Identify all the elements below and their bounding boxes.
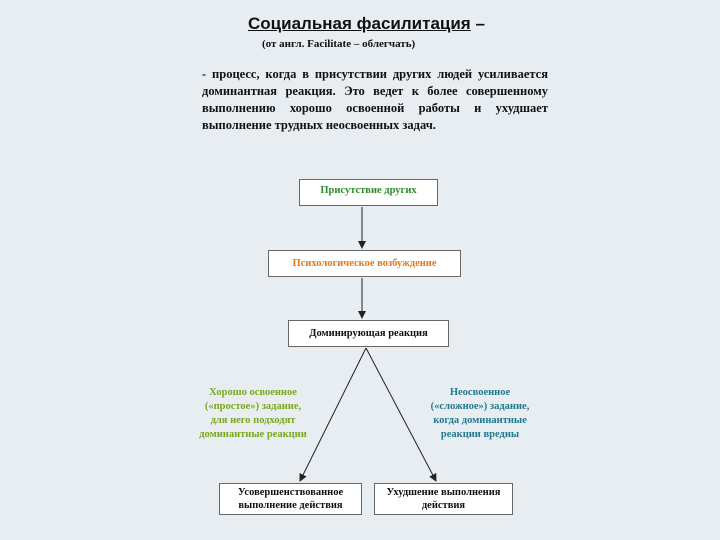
note-simple-task: Хорошо освоенное («простое») задание, для него подходят доминантные реакции bbox=[199, 387, 307, 440]
box-worsen-label: Ухудшение выполнения действия bbox=[386, 487, 501, 511]
title-main: Социальная фасилитация bbox=[248, 14, 471, 33]
box-psychological-arousal bbox=[268, 250, 461, 277]
box-arousal-label: Психологическое возбуждение bbox=[292, 258, 437, 269]
box-presence-label: Присутствие других bbox=[320, 185, 417, 196]
definition-text: - процесс, когда в присутствии других людей усиливается доминантная реакция. Это ведет к более совершенному выполнению хорошо освоенной работы и ухудшает выполнение трудных неосвоенных задач. bbox=[202, 67, 548, 132]
title-suffix: – bbox=[470, 14, 485, 33]
slide-subtitle: (от англ. Facilitate – облегчать) bbox=[262, 38, 416, 50]
box-dominant-reaction bbox=[288, 320, 449, 347]
note-complex-task: Неосвоенное («сложное») задание, когда доминантные реакции вредны bbox=[430, 387, 530, 440]
box-improve-label: Усовершенствованное выполнение действия bbox=[237, 487, 344, 511]
box-presence-of-others bbox=[299, 179, 438, 206]
box-improved-performance bbox=[219, 483, 362, 515]
box-dominant-label: Доминирующая реакция bbox=[309, 328, 428, 339]
box-worsened-performance bbox=[374, 483, 513, 515]
